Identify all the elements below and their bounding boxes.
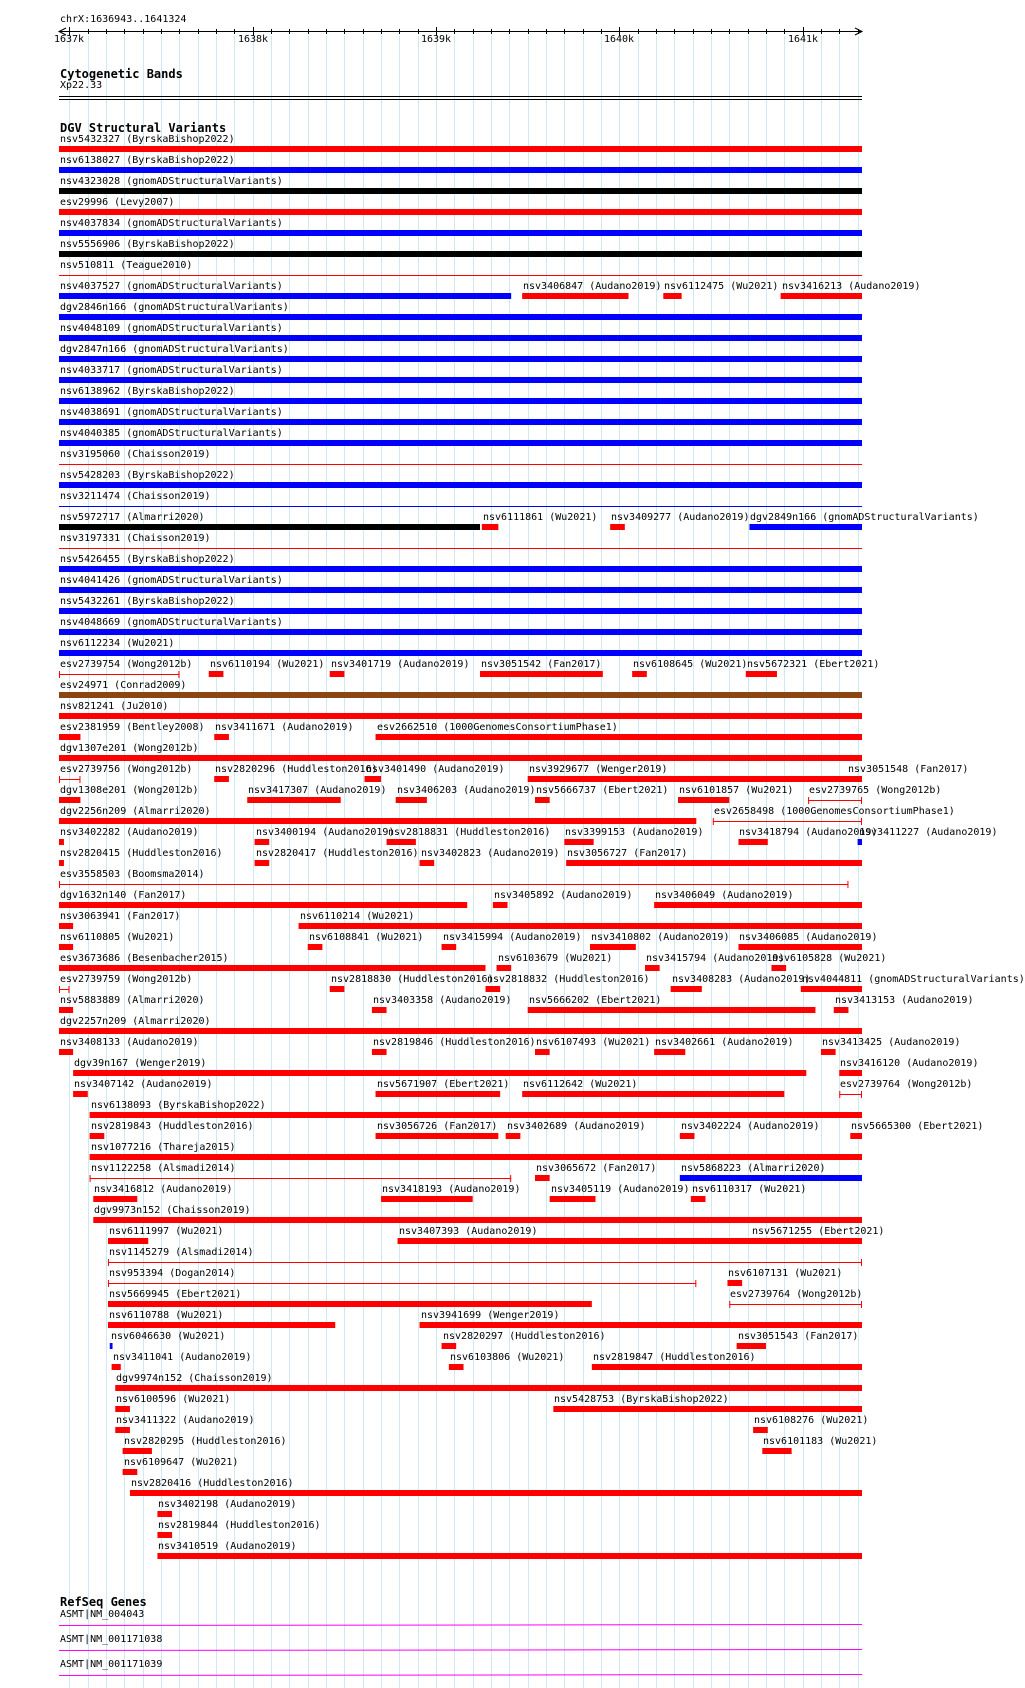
variant-label[interactable]: esv29996 (Levy2007)	[60, 197, 175, 208]
variant-bar	[330, 986, 345, 992]
variant-label[interactable]: esv2658498 (1000GenomesConsortiumPhase1)	[714, 806, 955, 817]
variant-label[interactable]: nsv3051548 (Fan2017)	[848, 764, 969, 775]
ruler-tick-label: 1641k	[787, 34, 819, 45]
variant-label[interactable]: nsv6101183 (Wu2021)	[763, 1436, 878, 1447]
variant-label[interactable]: nsv6138027 (ByrskaBishop2022)	[60, 155, 235, 166]
variant-label[interactable]: nsv3406847 (Audano2019)	[523, 281, 662, 292]
variant-label[interactable]: nsv6110805 (Wu2021)	[60, 932, 175, 943]
variant-label[interactable]: nsv4041426 (gnomADStructuralVariants)	[60, 575, 283, 586]
variant-label[interactable]: nsv3402661 (Audano2019)	[655, 1037, 794, 1048]
variant-label[interactable]: nsv3195060 (Chaisson2019)	[60, 449, 211, 460]
variant-label[interactable]: nsv4044811 (gnomADStructuralVariants)	[802, 974, 1025, 985]
variant-label[interactable]: nsv2818831 (Huddleston2016)	[388, 827, 551, 838]
variant-label[interactable]: nsv6103806 (Wu2021)	[450, 1352, 565, 1363]
variant-bar	[157, 1553, 862, 1559]
variant-label[interactable]: nsv2820295 (Huddleston2016)	[124, 1436, 287, 1447]
variant-label[interactable]: nsv6110214 (Wu2021)	[300, 911, 415, 922]
variant-label[interactable]: nsv510811 (Teague2010)	[60, 260, 193, 271]
variant-bar	[654, 1049, 685, 1055]
variant-bar	[115, 1406, 130, 1412]
variant-bar	[486, 986, 501, 992]
variant-bar	[753, 1427, 768, 1433]
variant-label[interactable]: dgv2849n166 (gnomADStructuralVariants)	[750, 512, 979, 523]
variant-bar	[535, 797, 550, 803]
variant-bar	[632, 671, 647, 677]
variant-bar	[123, 1448, 152, 1454]
variant-bar	[112, 1364, 121, 1370]
variant-label[interactable]: dgv9974n152 (Chaisson2019)	[116, 1373, 273, 1384]
variant-label[interactable]: esv2739759 (Wong2012b)	[60, 974, 193, 985]
variant-bar	[645, 965, 660, 971]
variant-label[interactable]: nsv5669945 (Ebert2021)	[109, 1289, 242, 1300]
variant-bar	[59, 482, 862, 488]
variant-label[interactable]: nsv3403358 (Audano2019)	[373, 995, 512, 1006]
variant-label[interactable]: nsv3402282 (Audano2019)	[60, 827, 199, 838]
variant-label[interactable]: nsv3415994 (Audano2019)	[443, 932, 582, 943]
variant-label[interactable]: nsv6108276 (Wu2021)	[754, 1415, 869, 1426]
variant-label[interactable]: esv2739754 (Wong2012b)	[60, 659, 193, 670]
variant-bar	[59, 566, 862, 572]
variant-label[interactable]: nsv3411227 (Audano2019)	[859, 827, 998, 838]
variant-label[interactable]: nsv6110194 (Wu2021)	[210, 659, 325, 670]
variant-label[interactable]: nsv3415794 (Audano2019)	[646, 953, 785, 964]
ruler-tick-label: 1638k	[237, 34, 269, 45]
variant-bar	[550, 1196, 596, 1202]
variant-label[interactable]: nsv6138962 (ByrskaBishop2022)	[60, 386, 235, 397]
variant-label[interactable]: nsv3402198 (Audano2019)	[158, 1499, 297, 1510]
gene-label[interactable]: ASMT|NM_004043	[60, 1609, 145, 1620]
variant-bar	[746, 671, 777, 677]
gene-label[interactable]: ASMT|NM_001171038	[60, 1634, 163, 1645]
variant-label[interactable]: dgv2847n166 (gnomADStructuralVariants)	[60, 344, 289, 355]
variant-bar	[59, 818, 696, 824]
variant-bar	[59, 167, 862, 173]
variant-label[interactable]: nsv1145279 (Alsmadi2014)	[109, 1247, 254, 1258]
variant-label[interactable]: nsv4048109 (gnomADStructuralVariants)	[60, 323, 283, 334]
variant-bar	[506, 1133, 521, 1139]
variant-bar	[376, 734, 862, 740]
variant-label[interactable]: nsv3406049 (Audano2019)	[655, 890, 794, 901]
variant-bar	[59, 1049, 73, 1055]
variant-bar	[90, 1112, 862, 1118]
variant-label[interactable]: nsv3407393 (Audano2019)	[399, 1226, 538, 1237]
variant-bar	[781, 293, 862, 299]
variant-label[interactable]: nsv6108841 (Wu2021)	[309, 932, 424, 943]
variant-label[interactable]: nsv2820296 (Huddleston2016)	[215, 764, 378, 775]
variant-bar	[59, 944, 73, 950]
variant-label[interactable]: nsv3410802 (Audano2019)	[591, 932, 730, 943]
variant-label[interactable]: nsv6103679 (Wu2021)	[498, 953, 613, 964]
variant-label[interactable]: nsv5666202 (Ebert2021)	[529, 995, 662, 1006]
variant-label[interactable]: nsv3408283 (Audano2019)	[672, 974, 811, 985]
variant-bar	[59, 1007, 73, 1013]
variant-label[interactable]: esv2739765 (Wong2012b)	[809, 785, 942, 796]
variant-label[interactable]: nsv3411671 (Audano2019)	[215, 722, 354, 733]
variant-bar	[480, 671, 603, 677]
variant-bar	[59, 608, 862, 614]
variant-label[interactable]: dgv2846n166 (gnomADStructuralVariants)	[60, 302, 289, 313]
variant-bar	[59, 797, 80, 803]
variant-bar	[654, 902, 862, 908]
variant-bar	[73, 1070, 806, 1076]
variant-bar	[493, 902, 508, 908]
variant-bar	[522, 1091, 784, 1097]
variant-bar	[535, 1049, 550, 1055]
variant-bar	[592, 1364, 862, 1370]
variant-bar	[59, 587, 862, 593]
variant-bar	[123, 1469, 138, 1475]
variant-label[interactable]: nsv3063941 (Fan2017)	[60, 911, 181, 922]
variant-label[interactable]: nsv3401490 (Audano2019)	[366, 764, 505, 775]
variant-label[interactable]: nsv3197331 (Chaisson2019)	[60, 533, 211, 544]
variant-bar	[420, 860, 435, 866]
variant-bar	[497, 965, 512, 971]
variant-bar	[93, 1217, 862, 1223]
variant-bar	[59, 335, 862, 341]
variant-bar	[678, 797, 729, 803]
variant-label[interactable]: nsv3410519 (Audano2019)	[158, 1541, 297, 1552]
variant-bar	[553, 1406, 862, 1412]
variant-label[interactable]: dgv2256n209 (Almarri2020)	[60, 806, 211, 817]
variant-bar	[839, 1070, 862, 1076]
variant-label[interactable]: nsv3416812 (Audano2019)	[94, 1184, 233, 1195]
variant-label[interactable]: esv2662510 (1000GenomesConsortiumPhase1)	[377, 722, 618, 733]
variant-label[interactable]: nsv3416120 (Audano2019)	[840, 1058, 979, 1069]
variant-label[interactable]: nsv6100596 (Wu2021)	[116, 1394, 231, 1405]
variant-label[interactable]: nsv3406085 (Audano2019)	[739, 932, 878, 943]
variant-bar	[372, 1049, 387, 1055]
variant-label[interactable]: nsv953394 (Dogan2014)	[109, 1268, 236, 1279]
variant-bar	[247, 797, 340, 803]
variant-bar	[308, 944, 323, 950]
variant-label[interactable]: nsv5666737 (Ebert2021)	[536, 785, 669, 796]
variant-bar	[59, 839, 64, 845]
variant-bar	[420, 1322, 862, 1328]
variant-bar	[59, 755, 862, 761]
refseq-track-title: RefSeq Genes	[60, 1595, 147, 1609]
variant-label[interactable]: nsv3941699 (Wenger2019)	[421, 1310, 560, 1321]
variant-bar	[255, 839, 270, 845]
variant-label[interactable]: nsv5868223 (Almarri2020)	[681, 1163, 826, 1174]
variant-bar	[59, 734, 80, 740]
variant-bar	[59, 398, 862, 404]
variant-bar	[209, 671, 224, 677]
variant-label[interactable]: dgv9973n152 (Chaisson2019)	[94, 1205, 251, 1216]
variant-label[interactable]: dgv1308e201 (Wong2012b)	[60, 785, 199, 796]
variant-label[interactable]: nsv5428203 (ByrskaBishop2022)	[60, 470, 235, 481]
variant-bar	[449, 1364, 464, 1370]
variant-bar	[59, 188, 862, 194]
variant-bar	[157, 1511, 172, 1517]
variant-bar	[157, 1532, 172, 1538]
variant-bar	[59, 146, 862, 152]
variant-label[interactable]: nsv5426455 (ByrskaBishop2022)	[60, 554, 235, 565]
variant-label[interactable]: esv24971 (Conrad2009)	[60, 680, 187, 691]
variant-bar	[108, 1301, 592, 1307]
variant-bar	[771, 965, 786, 971]
variant-label[interactable]: nsv3418193 (Audano2019)	[382, 1184, 521, 1195]
variant-label[interactable]: nsv3413425 (Audano2019)	[822, 1037, 961, 1048]
variant-bar	[738, 944, 862, 950]
variant-label[interactable]: nsv3065672 (Fan2017)	[536, 1163, 657, 1174]
gene-label[interactable]: ASMT|NM_001171039	[60, 1659, 163, 1670]
variant-bar	[762, 1448, 791, 1454]
variant-label[interactable]: nsv6112234 (Wu2021)	[60, 638, 175, 649]
variant-label[interactable]: nsv3402823 (Audano2019)	[421, 848, 560, 859]
variant-bar	[727, 1280, 742, 1286]
variant-bar	[821, 1049, 836, 1055]
variant-bar	[442, 944, 457, 950]
variant-label[interactable]: nsv3413153 (Audano2019)	[835, 995, 974, 1006]
variant-bar	[482, 524, 498, 530]
variant-label[interactable]: nsv2819844 (Huddleston2016)	[158, 1520, 321, 1531]
variant-bar	[847, 776, 862, 782]
variant-bar	[108, 1238, 148, 1244]
variant-bar	[59, 629, 862, 635]
variant-bar	[590, 944, 636, 950]
variant-label[interactable]: nsv1122258 (Alsmadi2014)	[91, 1163, 236, 1174]
variant-label[interactable]: nsv1077216 (Thareja2015)	[91, 1142, 236, 1153]
ruler-tick-label: 1637k	[53, 34, 85, 45]
variant-label[interactable]: nsv6101857 (Wu2021)	[679, 785, 794, 796]
variant-label[interactable]: nsv3056727 (Fan2017)	[567, 848, 688, 859]
variant-label[interactable]: nsv3411322 (Audano2019)	[116, 1415, 255, 1426]
variant-label[interactable]: nsv6111997 (Wu2021)	[109, 1226, 224, 1237]
variant-bar	[738, 839, 767, 845]
variant-bar	[214, 776, 229, 782]
cytoband-label: Xp22.33	[60, 80, 103, 91]
variant-bar	[59, 902, 467, 908]
variant-label[interactable]: nsv3409277 (Audano2019)	[611, 512, 750, 523]
variant-bar	[663, 293, 681, 299]
variant-label[interactable]: nsv3051543 (Fan2017)	[738, 1331, 859, 1342]
variant-bar	[522, 293, 628, 299]
variant-bar	[396, 797, 427, 803]
variant-label[interactable]: nsv4038691 (gnomADStructuralVariants)	[60, 407, 283, 418]
variant-bar	[90, 1133, 105, 1139]
variant-bar	[59, 209, 862, 215]
variant-bar	[59, 251, 862, 257]
variant-bar	[115, 1385, 862, 1391]
variant-bar	[110, 1343, 113, 1349]
variant-label[interactable]: nsv6105828 (Wu2021)	[772, 953, 887, 964]
variant-label[interactable]: nsv6046630 (Wu2021)	[111, 1331, 226, 1342]
variant-label[interactable]: esv2739764 (Wong2012b)	[840, 1079, 973, 1090]
variant-label[interactable]: nsv3056726 (Fan2017)	[377, 1121, 498, 1132]
variant-label[interactable]: esv3673686 (Besenbacher2015)	[60, 953, 229, 964]
variant-label[interactable]: nsv5556906 (ByrskaBishop2022)	[60, 239, 235, 250]
variant-label[interactable]: esv2381959 (Bentley2008)	[60, 722, 205, 733]
variant-bar	[59, 356, 862, 362]
variant-bar	[680, 1175, 862, 1181]
variant-label[interactable]: nsv6138093 (ByrskaBishop2022)	[91, 1100, 266, 1111]
variant-bar	[528, 776, 862, 782]
variant-label[interactable]: nsv6112475 (Wu2021)	[664, 281, 779, 292]
variant-bar	[376, 1091, 501, 1097]
variant-bar	[59, 923, 73, 929]
variant-label[interactable]: dgv1632n140 (Fan2017)	[60, 890, 187, 901]
variant-label[interactable]: nsv3417307 (Audano2019)	[248, 785, 387, 796]
cytoband-track-title: Cytogenetic Bands	[60, 67, 183, 81]
variant-label[interactable]: nsv6107131 (Wu2021)	[728, 1268, 843, 1279]
variant-bar	[59, 965, 486, 971]
variant-label[interactable]: nsv2820417 (Huddleston2016)	[256, 848, 419, 859]
variant-label[interactable]: nsv3416213 (Audano2019)	[782, 281, 921, 292]
variant-bar	[749, 524, 862, 530]
variant-label[interactable]: nsv4323028 (gnomADStructuralVariants)	[60, 176, 283, 187]
variant-bar	[59, 419, 862, 425]
variant-bar	[299, 923, 862, 929]
variant-label[interactable]: nsv2819847 (Huddleston2016)	[593, 1352, 756, 1363]
variant-label[interactable]: nsv3411041 (Audano2019)	[113, 1352, 252, 1363]
variant-label[interactable]: nsv5972717 (Almarri2020)	[60, 512, 205, 523]
variant-label[interactable]: esv2739764 (Wong2012b)	[730, 1289, 863, 1300]
variant-bar	[255, 860, 270, 866]
variant-label[interactable]: nsv6109647 (Wu2021)	[124, 1457, 239, 1468]
variant-label[interactable]: nsv4033717 (gnomADStructuralVariants)	[60, 365, 283, 376]
variant-label[interactable]: nsv821241 (Ju2010)	[60, 701, 169, 712]
variant-label[interactable]: nsv5432327 (ByrskaBishop2022)	[60, 134, 235, 145]
ruler-tick-label: 1639k	[420, 34, 452, 45]
variant-label[interactable]: esv2739756 (Wong2012b)	[60, 764, 193, 775]
variant-label[interactable]: nsv6110317 (Wu2021)	[692, 1184, 807, 1195]
variant-bar	[59, 713, 862, 719]
variant-label[interactable]: nsv3929677 (Wenger2019)	[529, 764, 668, 775]
variant-bar	[381, 1196, 473, 1202]
variant-label[interactable]: nsv3400194 (Audano2019)	[256, 827, 395, 838]
variant-bar	[442, 1343, 457, 1349]
variant-bar	[93, 1196, 137, 1202]
variant-bar	[115, 1427, 130, 1433]
variant-bar	[858, 839, 862, 845]
region-label: chrX:1636943..1641324	[60, 14, 187, 25]
variant-label[interactable]: nsv6110788 (Wu2021)	[109, 1310, 224, 1321]
variant-label[interactable]: nsv3401719 (Audano2019)	[331, 659, 470, 670]
variant-bar	[850, 1133, 862, 1139]
variant-bar	[566, 860, 862, 866]
variant-label[interactable]: nsv2819846 (Huddleston2016)	[373, 1037, 536, 1048]
ruler-tick-label: 1640k	[603, 34, 635, 45]
variant-bar	[691, 1196, 706, 1202]
variant-bar	[59, 692, 862, 698]
variant-bar	[671, 986, 702, 992]
variant-label[interactable]: nsv2820415 (Huddleston2016)	[60, 848, 223, 859]
variant-bar	[59, 860, 64, 866]
variant-bar	[751, 1238, 862, 1244]
variant-label[interactable]: nsv3402224 (Audano2019)	[681, 1121, 820, 1132]
variant-label[interactable]: nsv4037834 (gnomADStructuralVariants)	[60, 218, 283, 229]
variant-label[interactable]: nsv3418794 (Audano2019)	[739, 827, 878, 838]
variant-label[interactable]: nsv3051542 (Fan2017)	[481, 659, 602, 670]
variant-label[interactable]: nsv3405119 (Audano2019)	[551, 1184, 690, 1195]
variant-label[interactable]: nsv4048669 (gnomADStructuralVariants)	[60, 617, 283, 628]
variant-bar	[365, 776, 381, 782]
variant-label[interactable]: dgv39n167 (Wenger2019)	[74, 1058, 207, 1069]
variant-bar	[834, 1007, 849, 1013]
variant-label[interactable]: nsv5428753 (ByrskaBishop2022)	[554, 1394, 729, 1405]
variant-label[interactable]: nsv3407142 (Audano2019)	[74, 1079, 213, 1090]
variant-bar	[73, 1091, 88, 1097]
variant-label[interactable]: nsv3408133 (Audano2019)	[60, 1037, 199, 1048]
variant-bar	[59, 524, 480, 530]
variant-label[interactable]: nsv4037527 (gnomADStructuralVariants)	[60, 281, 283, 292]
variant-label[interactable]: nsv5672321 (Ebert2021)	[747, 659, 880, 670]
variant-label[interactable]: nsv2818830 (Huddleston2016)	[331, 974, 494, 985]
variant-label[interactable]: dgv1307e201 (Wong2012b)	[60, 743, 199, 754]
variant-label[interactable]: nsv5665300 (Ebert2021)	[851, 1121, 984, 1132]
variant-bar	[214, 734, 229, 740]
variant-bar	[535, 1175, 550, 1181]
variant-label[interactable]: nsv2818832 (Huddleston2016)	[487, 974, 650, 985]
variant-label[interactable]: nsv3211474 (Chaisson2019)	[60, 491, 211, 502]
variant-label[interactable]: nsv3406203 (Audano2019)	[397, 785, 536, 796]
variant-bar	[330, 671, 345, 677]
variant-bar	[90, 1154, 862, 1160]
variant-label[interactable]: nsv4040385 (gnomADStructuralVariants)	[60, 428, 283, 439]
variant-label[interactable]: nsv2819843 (Huddleston2016)	[91, 1121, 254, 1132]
variant-label[interactable]: dgv2257n209 (Almarri2020)	[60, 1016, 211, 1027]
variant-label[interactable]: nsv6108645 (Wu2021)	[633, 659, 748, 670]
variant-bar	[610, 524, 625, 530]
variant-bar	[372, 1007, 387, 1013]
variant-label[interactable]: nsv2820416 (Huddleston2016)	[131, 1478, 294, 1489]
variant-label[interactable]: nsv6112642 (Wu2021)	[523, 1079, 638, 1090]
variant-bar	[59, 650, 862, 656]
variant-label[interactable]: nsv5671907 (Ebert2021)	[377, 1079, 510, 1090]
variant-bar	[59, 314, 862, 320]
variant-label[interactable]: nsv5432261 (ByrskaBishop2022)	[60, 596, 235, 607]
variant-bar	[59, 440, 862, 446]
variant-bar	[108, 1322, 335, 1328]
variant-label[interactable]: esv3558503 (Boomsma2014)	[60, 869, 205, 880]
dgv-track-title: DGV Structural Variants	[60, 121, 227, 135]
variant-label[interactable]: nsv2820297 (Huddleston2016)	[443, 1331, 606, 1342]
variant-bar	[376, 1133, 499, 1139]
variant-bar	[59, 230, 862, 236]
variant-label[interactable]: nsv3399153 (Audano2019)	[565, 827, 704, 838]
variant-bar	[801, 986, 862, 992]
variant-label[interactable]: nsv5883889 (Almarri2020)	[60, 995, 205, 1006]
variant-label[interactable]: nsv5671255 (Ebert2021)	[752, 1226, 885, 1237]
variant-bar	[59, 293, 511, 299]
variant-label[interactable]: nsv3402689 (Audano2019)	[507, 1121, 646, 1132]
variant-bar	[59, 377, 862, 383]
variant-bar	[680, 1133, 695, 1139]
variant-bar	[528, 1007, 816, 1013]
variant-bar	[737, 1343, 766, 1349]
variant-label[interactable]: nsv3405892 (Audano2019)	[494, 890, 633, 901]
variant-bar	[387, 839, 416, 845]
variant-label[interactable]: nsv6111861 (Wu2021)	[483, 512, 598, 523]
variant-label[interactable]: nsv6107493 (Wu2021)	[536, 1037, 651, 1048]
variant-bar	[564, 839, 593, 845]
variant-bar	[59, 1028, 862, 1034]
variant-bar	[130, 1490, 862, 1496]
